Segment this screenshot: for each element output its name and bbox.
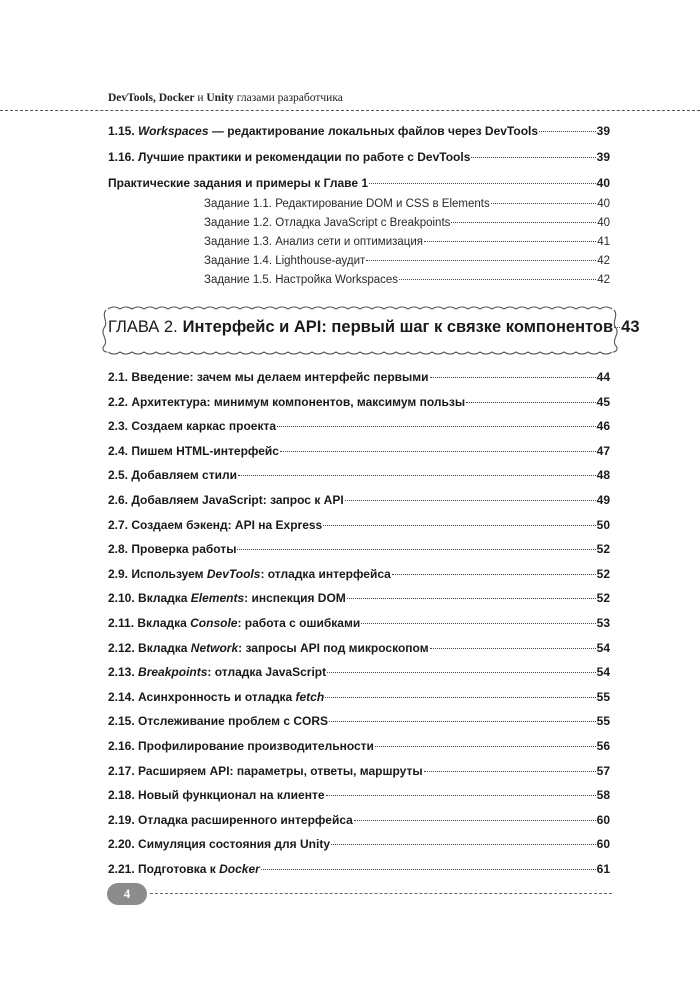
dot-leader — [326, 794, 596, 796]
toc-entry-title: 2.21. Подготовка к Docker — [108, 862, 260, 876]
toc-task-title: Задание 1.2. Отладка JavaScript с Breakpoints — [204, 217, 451, 229]
toc-task-title: Задание 1.5. Настройка Workspaces — [204, 274, 399, 286]
toc-entry-title: 2.1. Введение: зачем мы делаем интерфейс первыми — [108, 370, 429, 384]
dot-leader — [361, 622, 595, 624]
toc-page-number: 42 — [597, 274, 610, 286]
toc-page-number: 55 — [596, 714, 610, 729]
toc-entry-title: Практические задания и примеры к Главе 1 — [108, 176, 369, 190]
toc-entry-title: 2.3. Создаем каркас проекта — [108, 419, 277, 434]
toc-entry[interactable] — [108, 419, 610, 433]
toc-entry[interactable] — [108, 444, 610, 458]
toc-page-number: 52 — [596, 566, 610, 581]
toc-entry[interactable] — [108, 739, 610, 753]
toc-entry[interactable] — [108, 788, 610, 802]
toc-page-number: 54 — [596, 640, 610, 655]
dot-leader — [280, 450, 596, 452]
toc-task-title: Задание 1.3. Анализ сети и оптимизация — [204, 236, 424, 248]
dot-leader — [329, 720, 596, 722]
chapter-page-number: 43 — [621, 318, 640, 336]
dot-leader — [424, 770, 596, 772]
dot-leader — [237, 548, 595, 550]
toc-entry-title: 2.20. Симуляция состояния для Unity — [108, 837, 330, 852]
dot-leader — [430, 647, 596, 649]
toc-task-entry[interactable] — [204, 236, 610, 248]
dot-leader — [354, 819, 596, 821]
toc-entry-title: 2.6. Добавляем JavaScript: запрос к API — [108, 493, 344, 507]
dot-leader — [331, 843, 596, 845]
chapter-title: Интерфейс и API: первый шаг к связке компонентов — [182, 318, 614, 336]
toc-page-number: 53 — [596, 616, 610, 630]
toc-page-number: 52 — [596, 591, 610, 606]
dot-leader — [375, 745, 596, 747]
toc-entry-title: 2.18. Новый функционал на клиенте — [108, 788, 325, 803]
dot-leader — [430, 376, 596, 378]
dot-leader — [369, 182, 596, 184]
toc-entry[interactable] — [108, 176, 610, 190]
dot-leader — [366, 259, 596, 261]
dot-leader — [238, 474, 596, 476]
toc-entry-title: 2.11. Вкладка Console: работа с ошибками — [108, 616, 361, 630]
toc-entry-title: 2.2. Архитектура: минимум компонентов, максимум пользы — [108, 394, 466, 409]
toc-entry[interactable] — [108, 837, 610, 851]
toc-entry-title: 2.8. Проверка работы — [108, 542, 237, 557]
toc-entry[interactable] — [108, 542, 610, 556]
toc-page-number: 60 — [596, 837, 610, 852]
toc-page-number: 39 — [596, 150, 610, 164]
toc-entry-title: 2.16. Профилирование производительности — [108, 739, 374, 753]
toc-task-entry[interactable] — [204, 198, 610, 210]
toc-page-number: 50 — [596, 517, 610, 532]
dot-leader — [323, 524, 595, 526]
toc-page-number: 55 — [596, 689, 610, 704]
toc-entry[interactable] — [108, 714, 610, 728]
toc-page-number: 56 — [596, 739, 610, 753]
toc-page-number: 47 — [596, 443, 610, 458]
dot-leader — [451, 221, 596, 223]
toc-page-number: 40 — [597, 198, 610, 210]
toc-entry[interactable] — [108, 591, 610, 605]
toc-entry-title: 2.12. Вкладка Network: запросы API под микроскопом — [108, 640, 429, 655]
toc-task-entry[interactable] — [204, 255, 610, 267]
toc-entry[interactable] — [108, 124, 610, 138]
toc-page-number: 58 — [596, 788, 610, 803]
toc-entry-title: 2.19. Отладка расширенного интерфейса — [108, 812, 353, 827]
toc-page-number: 52 — [596, 542, 610, 557]
dot-leader — [277, 425, 596, 427]
page-number: 4 — [123, 886, 131, 901]
toc-entry-title: 2.7. Создаем бэкенд: API на Express — [108, 517, 323, 532]
toc-entry[interactable] — [108, 690, 610, 704]
toc-task-entry[interactable] — [204, 274, 610, 286]
dot-leader — [327, 671, 596, 673]
dot-leader — [539, 130, 596, 132]
toc-page-number: 40 — [597, 217, 610, 229]
dot-leader — [491, 202, 596, 204]
toc-page-number: 42 — [597, 255, 610, 267]
toc-entry-title: 2.17. Расширяем API: параметры, ответы, маршруты — [108, 763, 423, 778]
toc-entry-title: 2.4. Пишем HTML-интерфейс — [108, 443, 279, 458]
toc-entry[interactable] — [108, 395, 610, 409]
running-header: DevTools, Docker и Unity глазами разработчика — [108, 92, 343, 104]
toc-entry[interactable] — [108, 616, 610, 630]
toc-page-number: 40 — [596, 176, 610, 190]
toc-entry-title: 2.15. Отслеживание проблем с CORS — [108, 714, 329, 729]
header-dashed-rule — [0, 110, 700, 111]
page-number-tab — [107, 883, 147, 905]
toc-page-number: 44 — [596, 370, 610, 384]
dot-leader — [325, 696, 595, 698]
toc-entry[interactable] — [108, 813, 610, 827]
toc-task-title: Задание 1.4. Lighthouse-аудит — [204, 255, 366, 267]
chapter-heading — [108, 318, 640, 337]
toc-page-number: 60 — [596, 812, 610, 827]
toc-entry[interactable] — [108, 518, 610, 532]
dot-leader — [424, 240, 596, 242]
toc-page-number: 61 — [596, 862, 610, 876]
toc-entry-title: 2.14. Асинхронность и отладка fetch — [108, 689, 325, 704]
toc-entry-title: 2.9. Используем DevTools: отладка интерфейса — [108, 566, 391, 581]
toc-entry-title: 2.5. Добавляем стили — [108, 468, 237, 483]
toc-entry-title: 1.16. Лучшие практики и рекомендации по работе с DevTools — [108, 150, 471, 164]
toc-entry[interactable] — [108, 567, 610, 581]
toc-task-entry[interactable] — [204, 217, 610, 229]
toc-entry-title: 1.15. Workspaces — редактирование локальных файлов через DevTools — [108, 124, 539, 138]
chapter-heading-box[interactable] — [100, 304, 640, 356]
toc-page-number: 45 — [596, 394, 610, 409]
dot-leader — [347, 597, 596, 599]
chapter-number: ГЛАВА 2. — [108, 318, 178, 336]
toc-page-number: 41 — [597, 236, 610, 248]
dot-leader — [466, 401, 596, 403]
toc-entry[interactable] — [108, 468, 610, 482]
toc-entry[interactable] — [108, 493, 610, 507]
toc-entry[interactable] — [108, 764, 610, 778]
toc-entry-title: 2.13. Breakpoints: отладка JavaScript — [108, 665, 327, 680]
toc-page-number: 46 — [596, 419, 610, 434]
toc-page-number: 54 — [596, 665, 610, 680]
footer-dashed-rule — [150, 893, 612, 894]
toc-entry[interactable] — [108, 665, 610, 679]
toc-entry[interactable] — [108, 862, 610, 876]
dot-leader — [614, 326, 620, 328]
toc-entry-title: 2.10. Вкладка Elements: инспекция DOM — [108, 591, 346, 606]
dot-leader — [261, 868, 596, 870]
toc-entry[interactable] — [108, 370, 610, 384]
toc-page-number: 49 — [596, 493, 610, 507]
toc-page-number: 39 — [596, 124, 610, 138]
dot-leader — [345, 499, 596, 501]
toc-task-title: Задание 1.1. Редактирование DOM и CSS в Elements — [204, 198, 490, 210]
dot-leader — [392, 573, 596, 575]
toc-page-number: 48 — [596, 468, 610, 483]
toc-entry[interactable] — [108, 150, 610, 164]
dot-leader — [399, 278, 596, 280]
toc-page-number: 57 — [596, 763, 610, 778]
dot-leader — [471, 156, 595, 158]
toc-entry[interactable] — [108, 641, 610, 655]
